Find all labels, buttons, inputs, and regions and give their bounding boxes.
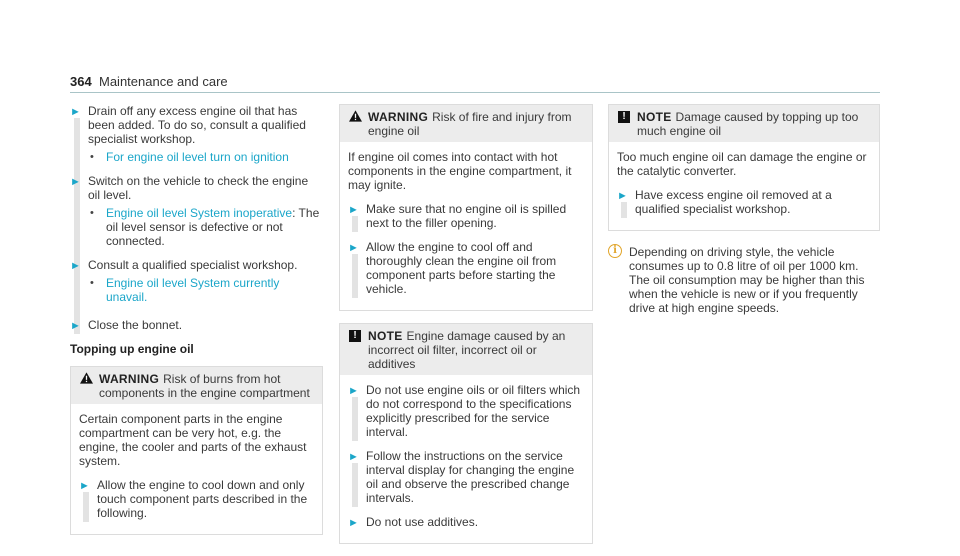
step-bar [83,492,89,522]
warning-triangle-icon [80,372,93,384]
bullet-icon: • [90,277,94,289]
display-message-link[interactable]: For engine oil level turn on ignition [106,150,289,164]
note-step [348,383,584,439]
note-step [348,449,584,505]
step-group-drain [70,104,323,164]
display-message-link[interactable]: Engine oil level System inoperative [106,206,293,220]
bullet-icon: • [90,151,94,163]
result-item [88,206,323,248]
display-message-link[interactable]: Engine oil level System currently unavail. [106,276,280,304]
page-number: 364 [70,74,92,89]
step-close-bonnet [70,318,323,332]
note-step [617,188,871,216]
step-text: Switch on the vehicle to check the engine oil level. [88,174,309,202]
note-title: Engine damage caused by an incorrect oil filter, incorrect oil or additives [368,329,566,371]
warning-step [79,478,314,520]
step-bar [352,254,358,298]
note-box-overfill [608,104,880,231]
info-text: Depending on driving style, the vehicle consumes up to 0.8 litre of oil per 1000 km. The oil consumption may be higher than this when the vehicle is new or if you frequently drive at high engine speeds. [629,245,865,315]
step-text: Make sure that no engine oil is spilled next to the filler opening. [366,202,567,230]
warning-step [348,202,584,230]
step-arrow-icon: ► [348,451,359,463]
warning-box-burns [70,366,323,535]
step-arrow-icon: ► [617,190,628,202]
note-keyword: NOTE [368,329,403,343]
column-middle [339,104,593,556]
note-body [340,375,592,543]
warning-description: If engine oil comes into contact with hot components in the engine compartment, it may ignite. [348,150,572,192]
step-arrow-icon: ► [70,320,81,332]
result-item [88,276,323,304]
warning-title: Risk of burns from hot components in the engine compartment [99,372,310,400]
step-text: Do not use additives. [366,515,479,529]
step-text: Close the bonnet. [88,318,183,332]
warning-header [340,105,592,142]
note-body [609,142,879,230]
warning-triangle-icon [349,110,362,122]
warning-box-fire [339,104,593,311]
step-text: Allow the engine to cool off and thoroughly clean the engine oil from component parts before starting the vehicle. [366,240,557,296]
step-text: Drain off any excess engine oil that has been added. To do so, consult a qualified specialist workshop. [88,104,306,146]
bullet-icon: • [90,207,94,219]
info-note [608,245,880,315]
step-bar [352,397,358,441]
warning-title: Risk of fire and injury from engine oil [368,110,572,138]
step-drain-oil [70,104,323,164]
section-heading: Topping up engine oil [70,342,194,356]
warning-step [348,240,584,296]
result-item [88,150,323,164]
exclamation-icon: ! [618,111,630,123]
step-text: Consult a qualified specialist workshop. [88,258,298,272]
step-text: Have excess engine oil removed at a qualified specialist workshop. [635,188,832,216]
step-arrow-icon: ► [79,480,90,492]
step-group-switch-on [70,174,323,248]
note-keyword: NOTE [637,110,672,124]
step-bar [352,216,358,232]
note-step [348,515,584,529]
warning-header [71,367,322,404]
step-arrow-icon: ► [348,242,359,254]
step-bar [621,202,627,218]
step-text: Follow the instructions on the service interval display for changing the engine oil and observe the prescribed change intervals. [366,449,575,505]
header-divider [70,92,880,93]
step-bar [352,463,358,507]
warning-body [340,142,592,310]
step-consult [70,258,323,304]
info-icon: i [608,244,622,258]
step-group-consult [70,258,323,304]
step-arrow-icon: ► [348,385,359,397]
note-header [609,105,879,142]
section-title: Maintenance and care [99,74,228,89]
note-description: Too much engine oil can damage the engine or the catalytic converter. [617,150,867,178]
warning-body [71,404,322,534]
step-arrow-icon: ► [70,106,81,118]
note-title: Damage caused by topping up too much engine oil [637,110,859,138]
step-arrow-icon: ► [70,176,81,188]
warning-keyword: WARNING [368,110,429,124]
note-box-engine-damage [339,323,593,544]
step-text: Allow the engine to cool down and only touch component parts described in the following. [97,478,308,520]
warning-keyword: WARNING [99,372,160,386]
exclamation-icon: ! [349,330,361,342]
note-header [340,324,592,375]
step-arrow-icon: ► [70,260,81,272]
step-arrow-icon: ► [348,204,359,216]
step-text: Do not use engine oils or oil filters which do not correspond to the specifications explicitly prescribed for the service interval. [366,383,581,439]
column-right [608,104,880,315]
step-switch-on [70,174,323,248]
warning-description: Certain component parts in the engine compartment can be very hot, e.g. the engine, the cooler and parts of the exhaust system. [79,412,307,468]
result-text: : The oil level sensor is defective or not connected. [106,206,320,248]
step-arrow-icon: ► [348,517,359,529]
column-left [70,104,323,547]
